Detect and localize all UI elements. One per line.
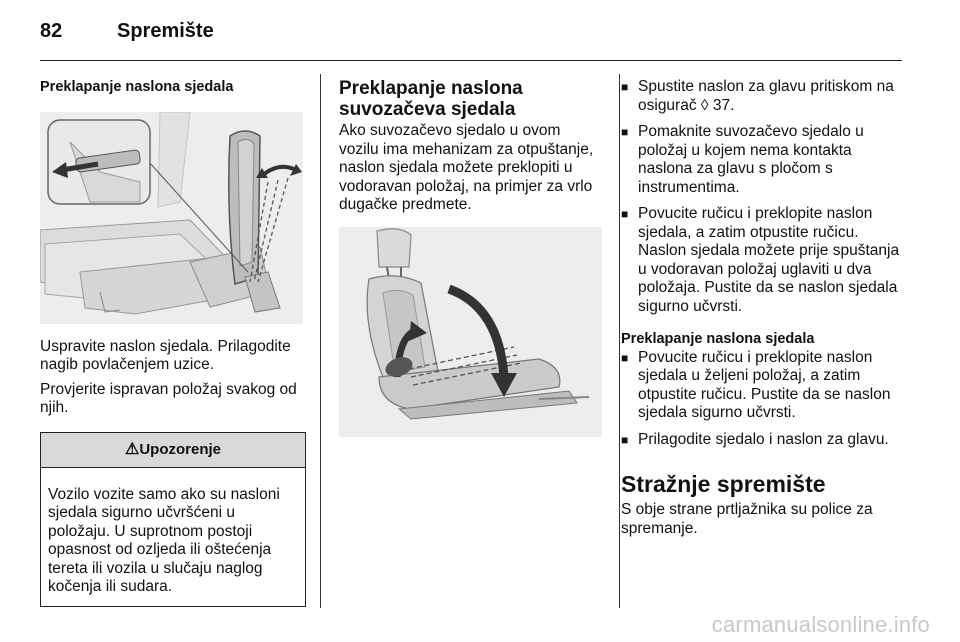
column-divider-left [320,74,321,608]
passenger-seat-illustration [339,227,602,437]
rear-storage-heading: Stražnje spremište [621,471,826,497]
warning-text: Vozilo vozite samo ako su nasloni sjedala sigurno učvršćeni u položaju. U suprotnom postoji opasnost od ozljeda ili oštećenja tereta ili vozila u slučaju naglog kočenja ili sudara. [48,485,280,595]
passenger-seat-paragraph: Ako suvozačevo sjedalo u ovom vozilu ima mehanizam za otpuštanje, naslon sjedala možete preklopiti u vodoravan položaj, na primjer za vrlo dugačke predmete. [339,122,594,213]
warning-title: Upozorenje [139,440,222,458]
rear-storage-paragraph: S obje strane prtljažnika su police za spremanje. [621,501,873,537]
page-reference[interactable]: 37. [712,96,735,114]
page-reference-icon[interactable]: ◊ [700,96,709,114]
passenger-steps-list [621,78,903,316]
passenger-seat-heading: Preklapanje naslona suvozačeva sjedala [339,78,523,120]
warning-header [41,433,305,468]
page-title: Spremište [117,20,214,42]
column-divider-right [619,74,620,608]
column-2 [339,78,603,437]
column-1 [40,78,306,607]
warning-icon: ⚠ [124,440,140,458]
rear-seat-paragraph-2: Provjerite ispravan položaj svakog od njih. [40,380,297,416]
watermark: carmanualsonline.info [711,612,930,637]
fold-seat-subheading: Preklapanje naslona sjedala [621,331,815,347]
warning-box [40,432,306,607]
rear-seat-illustration [40,112,303,324]
list-item: ■ Povucite ručicu i preklopite naslon sjedala, a zatim otpustite ručicu. Naslon sjedala možete prije spuštanja u vodoravan položaj uglaviti u dva položaja. Pustite da se naslon sjedala sigurno učvrsti. [621,205,903,316]
list-item: ■ Pomaknite suvozačevo sjedalo u položaj u kojem nema kontakta naslona za glavu s pločom s instrumentima. [621,123,903,197]
page-number: 82 [40,20,63,42]
rear-seat-subheading: Preklapanje naslona sjedala [40,79,234,95]
list-item: ■ Prilagodite sjedalo i naslon za glavu. [621,431,903,450]
fold-steps-list [621,349,903,450]
list-item: ■ Spustite naslon za glavu pritiskom na osigurač ◊ 37. [621,78,903,115]
header-rule [40,60,902,61]
column-3 [621,78,903,544]
rear-seat-paragraph-1: Uspravite naslon sjedala. Prilagodite nagib povlačenjem uzice. [40,337,291,373]
list-item: ■ Povucite ručicu i preklopite naslon sjedala u željeni položaj, a zatim otpustite ručicu. Pustite da se naslon sjedala sigurno učvrsti. [621,349,903,423]
